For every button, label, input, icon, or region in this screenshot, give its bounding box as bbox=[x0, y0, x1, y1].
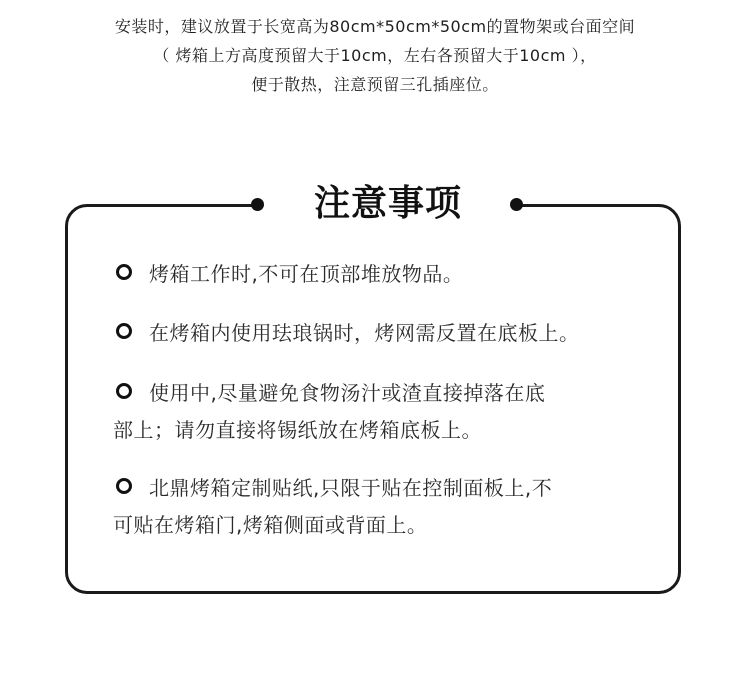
ring-bullet-icon bbox=[116, 383, 132, 399]
notice-item-text: 在烤箱内使用珐琅锅时，烤网需反置在底板上。 bbox=[149, 321, 580, 345]
title-left-dot-icon bbox=[251, 198, 264, 211]
notice-item-text-continued: 可贴在烤箱门,烤箱侧面或背面上。 bbox=[113, 513, 428, 537]
notice-item-text-continued: 部上；请勿直接将锡纸放在烤箱底板上。 bbox=[113, 418, 482, 442]
notice-title: 注意事项 bbox=[313, 183, 462, 224]
installation-intro bbox=[0, 12, 750, 99]
intro-line-3: 便于散热，注意预留三孔插座位。 bbox=[251, 75, 499, 94]
ring-bullet-icon bbox=[116, 264, 132, 280]
notice-item bbox=[113, 315, 673, 352]
notice-item bbox=[113, 470, 673, 544]
notice-item bbox=[113, 256, 673, 293]
notice-item-text: 使用中,尽量避免食物汤汁或渣直接掉落在底 bbox=[149, 381, 546, 405]
intro-line-2: （ 烤箱上方高度预留大于10cm，左右各预留大于10cm ）， bbox=[153, 46, 597, 65]
ring-bullet-icon bbox=[116, 478, 132, 494]
notice-item-text: 烤箱工作时,不可在顶部堆放物品。 bbox=[149, 262, 464, 286]
title-right-dot-icon bbox=[510, 198, 523, 211]
notice-item-text: 北鼎烤箱定制贴纸,只限于贴在控制面板上,不 bbox=[149, 476, 553, 500]
notice-item bbox=[113, 375, 673, 449]
ring-bullet-icon bbox=[116, 323, 132, 339]
intro-line-1: 安装时，建议放置于长宽高为80cm*50cm*50cm的置物架或台面空间 bbox=[114, 17, 636, 36]
